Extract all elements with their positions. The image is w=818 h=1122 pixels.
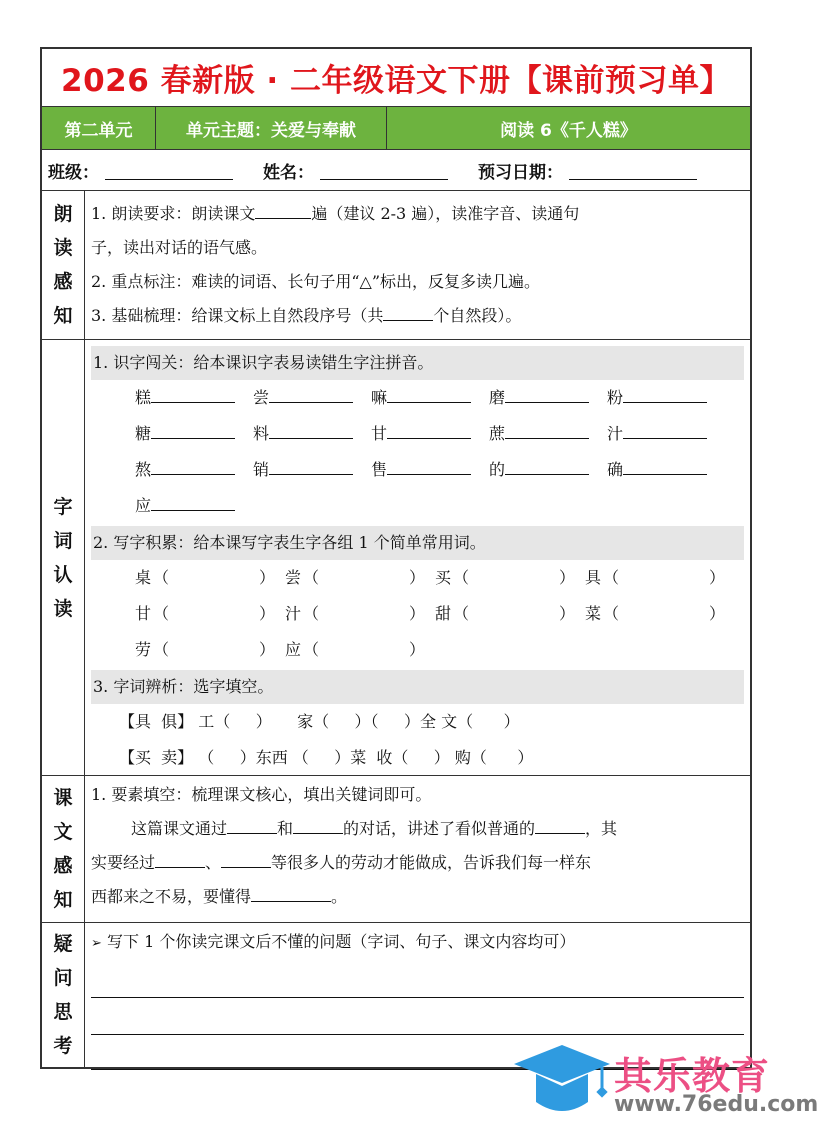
- date-label: 预习日期：: [478, 162, 563, 183]
- pinyin-item: [135, 380, 253, 416]
- brand-name: 其乐教育: [614, 1054, 771, 1098]
- word-item: [285, 560, 435, 596]
- arrow-bullet-icon: ➢: [91, 936, 102, 951]
- pinyin-item: [253, 380, 371, 416]
- words-q1-heading: 1. 识字闯关：给本课识字表易读错生字注拼音。: [91, 346, 744, 380]
- pinyin-item: [607, 380, 725, 416]
- word-item: [585, 596, 735, 632]
- word-char: 劳: [135, 640, 152, 659]
- pinyin-char: 的: [489, 460, 506, 479]
- pinyin-char: 糕: [135, 388, 152, 407]
- pinyin-char: 磨: [489, 388, 506, 407]
- pinyin-blank[interactable]: [269, 416, 353, 439]
- section-reading: [42, 191, 750, 340]
- pinyin-char: 销: [253, 460, 270, 479]
- class-field[interactable]: [105, 161, 233, 180]
- word-char: 汁: [285, 604, 302, 623]
- word-char: 具: [585, 568, 602, 587]
- pinyin-char: 蔗: [489, 424, 506, 443]
- word-item: [135, 632, 285, 668]
- pinyin-char: 汁: [607, 424, 624, 443]
- pinyin-item: [371, 452, 489, 488]
- word-item: [435, 596, 585, 632]
- pinyin-item: [135, 452, 253, 488]
- word-item: [585, 560, 735, 596]
- pinyin-item: [607, 416, 725, 452]
- pinyin-blank[interactable]: [387, 416, 471, 439]
- pinyin-item: [371, 380, 489, 416]
- pinyin-item: [253, 416, 371, 452]
- word-item: [135, 596, 285, 632]
- word-char: 应: [285, 640, 302, 659]
- words-q3-heading: 3. 字词辨析：选字填空。: [91, 670, 744, 704]
- reading-item-2: 2. 重点标注：难读的词语、长句子用“△”标出，反复多读几遍。: [91, 272, 541, 291]
- pinyin-char: 料: [253, 424, 270, 443]
- pinyin-blank[interactable]: [151, 416, 235, 439]
- discrimination-row-1[interactable]: 【具 俱】 工（ ） 家（ ）（ ）全 文（ ）: [119, 712, 520, 731]
- word-char: 甜: [435, 604, 452, 623]
- word-item: [435, 560, 585, 596]
- pinyin-item: [371, 416, 489, 452]
- page-title: 2026 春新版 · 二年级语文下册【课前预习单】: [42, 49, 750, 107]
- brand-url: www.76edu.com: [614, 1092, 818, 1117]
- pinyin-item: [489, 416, 607, 452]
- pinyin-item: [607, 452, 725, 488]
- word-answer-blank[interactable]: （ ）: [453, 604, 575, 623]
- word-answer-blank[interactable]: （ ）: [603, 568, 725, 587]
- unit-label: 第二单元: [42, 107, 156, 149]
- pinyin-item: [253, 452, 371, 488]
- brand-logo: [512, 1042, 818, 1122]
- paragraph-count-blank[interactable]: [383, 300, 433, 321]
- blank-lesson[interactable]: [251, 881, 331, 902]
- word-grid: [91, 560, 744, 668]
- pinyin-blank[interactable]: [505, 380, 589, 403]
- word-item: [135, 560, 285, 596]
- word-item: [285, 632, 435, 668]
- graduation-cap-icon: [512, 1042, 612, 1122]
- text-sentence-3: 西都来之不易，要懂得 。: [91, 880, 744, 914]
- word-answer-blank[interactable]: （ ）: [303, 568, 425, 587]
- pinyin-blank[interactable]: [505, 452, 589, 475]
- pinyin-item: [489, 380, 607, 416]
- pinyin-blank[interactable]: [151, 452, 235, 475]
- question-prompt: ➢ 写下 1 个你读完课文后不懂的问题（字词、句子、课文内容均可）: [91, 932, 576, 951]
- blank-character-2[interactable]: [293, 813, 343, 834]
- pinyin-blank[interactable]: [269, 452, 353, 475]
- pinyin-blank[interactable]: [387, 452, 471, 475]
- text-sentence-1: 这篇课文通过 和 的对话，讲述了看似普通的 ，其: [91, 812, 744, 846]
- word-answer-blank[interactable]: （ ）: [153, 568, 275, 587]
- worksheet: [40, 47, 752, 1069]
- blank-character-1[interactable]: [227, 813, 277, 834]
- pinyin-char: 嘛: [371, 388, 388, 407]
- answer-line-1[interactable]: [91, 961, 744, 998]
- word-char: 桌: [135, 568, 152, 587]
- lesson-title: 阅读 6《千人糕》: [500, 120, 637, 141]
- pinyin-char: 尝: [253, 388, 270, 407]
- class-label: 班级：: [48, 162, 99, 183]
- word-answer-blank[interactable]: （ ）: [603, 604, 725, 623]
- blank-object[interactable]: [535, 813, 585, 834]
- word-answer-blank[interactable]: （ ）: [303, 640, 425, 659]
- text-sentence-2: 实要经过 、 等很多人的劳动才能做成，告诉我们每一样东: [91, 846, 744, 880]
- word-answer-blank[interactable]: （ ）: [453, 568, 575, 587]
- reading-item-3: 3. 基础梳理：给课文标上自然段序号（共 个自然段）。: [91, 299, 744, 333]
- student-info-row: [42, 150, 750, 191]
- section-reading-label: 朗 读 感 知: [42, 191, 85, 339]
- section-text: [42, 776, 750, 923]
- section-questions-label: 疑 问 思 考: [42, 923, 85, 1067]
- pinyin-blank[interactable]: [151, 380, 235, 403]
- pinyin-blank[interactable]: [151, 488, 235, 511]
- reading-item-1-cont: 子，读出对话的语气感。: [91, 238, 268, 257]
- text-q1: 1. 要素填空：梳理课文核心，填出关键词即可。: [91, 785, 432, 804]
- blank-process-1[interactable]: [155, 847, 205, 868]
- word-item: [285, 596, 435, 632]
- pinyin-blank[interactable]: [505, 416, 589, 439]
- pinyin-blank[interactable]: [387, 380, 471, 403]
- pinyin-item: [135, 488, 253, 524]
- reading-item-1: 1. 朗读要求：朗读课文 遍（建议 2-3 遍），读准字音、读通句: [91, 197, 744, 231]
- answer-line-2[interactable]: [91, 998, 744, 1035]
- pinyin-grid: [91, 380, 744, 524]
- pinyin-blank[interactable]: [623, 452, 707, 475]
- word-answer-blank[interactable]: （ ）: [153, 604, 275, 623]
- word-char: 尝: [285, 568, 302, 587]
- discrimination-row-2[interactable]: 【买 卖】 （ ）东西 （ ）菜 收（ ） 购（ ）: [119, 748, 534, 767]
- pinyin-item: [489, 452, 607, 488]
- pinyin-item: [135, 416, 253, 452]
- pinyin-char: 确: [607, 460, 624, 479]
- name-field[interactable]: [320, 161, 448, 180]
- word-char: 甘: [135, 604, 152, 623]
- pinyin-blank[interactable]: [269, 380, 353, 403]
- pinyin-blank[interactable]: [623, 416, 707, 439]
- unit-theme: 单元主题：关爱与奉献: [156, 107, 387, 149]
- pinyin-char: 粉: [607, 388, 624, 407]
- word-char: 菜: [585, 604, 602, 623]
- section-text-label: 课 文 感 知: [42, 776, 85, 922]
- section-words: [42, 340, 750, 776]
- pinyin-blank[interactable]: [623, 380, 707, 403]
- word-char: 买: [435, 568, 452, 587]
- section-words-label: 字 词 认 读: [42, 340, 85, 775]
- word-answer-blank[interactable]: （ ）: [153, 640, 275, 659]
- pinyin-char: 熬: [135, 460, 152, 479]
- pinyin-char: 糖: [135, 424, 152, 443]
- name-label: 姓名：: [263, 162, 314, 183]
- pinyin-char: 售: [371, 460, 388, 479]
- read-times-blank[interactable]: [255, 198, 311, 219]
- pinyin-char: 甘: [371, 424, 388, 443]
- unit-bar: [42, 107, 750, 150]
- word-answer-blank[interactable]: （ ）: [303, 604, 425, 623]
- date-field[interactable]: [569, 161, 697, 180]
- words-q2-heading: 2. 写字积累：给本课写字表生字各组 1 个简单常用词。: [91, 526, 744, 560]
- pinyin-char: 应: [135, 496, 152, 515]
- blank-process-2[interactable]: [221, 847, 271, 868]
